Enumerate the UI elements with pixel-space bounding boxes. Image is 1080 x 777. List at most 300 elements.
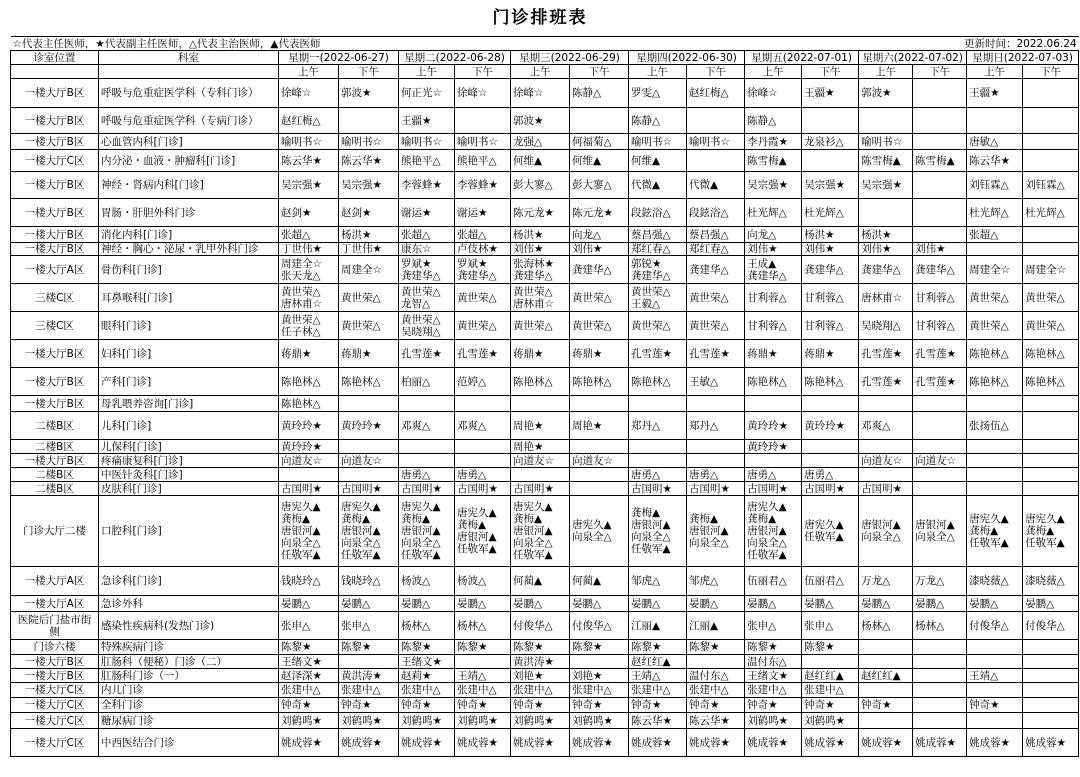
schedule-cell [1023,468,1079,482]
schedule-cell [967,596,1023,612]
doctor-name: 王疆★ [401,114,432,127]
schedule-cell [913,612,967,640]
doctor-name: 龚梅▲ [401,513,431,525]
doctor-name: 唐敏△ [969,135,999,148]
schedule-cell [279,640,339,655]
schedule-cell [570,284,629,312]
doctor-name: 向道友☆ [341,454,382,467]
schedule-cell [913,567,967,596]
doctor-name: 黄玲玲★ [747,419,789,432]
doctor-name: 钟奇★ [747,699,778,711]
schedule-cell [399,256,455,284]
schedule-cell [570,199,629,227]
doctor-name: 向泉全△ [281,537,321,549]
doctor-name: 漆晓薇△ [969,575,1009,587]
schedule-cell [455,496,511,567]
doctor-name: 钟奇★ [401,699,432,711]
schedule-cell [687,440,745,454]
doctor-name: 黄世荣△ [689,319,729,332]
schedule-cell [570,567,629,596]
schedule-cell [339,79,399,108]
table-row [11,713,1079,729]
header-blank [99,65,279,79]
doctor-name: 邹虎△ [631,575,661,587]
schedule-cell [1023,340,1079,368]
legend-row [11,37,1079,51]
schedule-cell [511,227,570,243]
doctor-name: 古国明★ [804,482,846,495]
doctor-name: 钟奇★ [513,699,544,711]
schedule-cell [913,227,967,243]
doctor-name: 张建中△ [281,684,321,696]
doctor-name: 钟奇★ [631,699,662,711]
doctor-name: 黄世荣△ [631,285,671,298]
schedule-cell [511,567,570,596]
department-name: 耳鼻喉科[门诊] [99,284,279,312]
doctor-name: 黄洪涛★ [513,655,554,668]
schedule-cell [859,683,913,698]
doctor-name: 龚梅▲ [513,513,543,525]
schedule-cell [279,729,339,757]
schedule-cell [745,596,802,612]
doctor-name: 龚梅▲ [631,507,661,519]
doctor-name: 向泉全△ [401,537,441,549]
doctor-name: 唐林甫☆ [281,297,322,310]
schedule-cell [511,713,570,729]
schedule-cell [399,683,455,698]
department-name: 内分泌・血液・肿瘤科[门诊] [99,150,279,172]
department-name: 骨伤科[门诊] [99,256,279,284]
schedule-cell [745,655,802,669]
doctor-name: 王毅△ [631,297,661,310]
schedule-cell [511,612,570,640]
schedule-cell [859,669,913,683]
doctor-name: 黄世荣△ [1025,319,1065,332]
schedule-cell [859,256,913,284]
schedule-cell [339,199,399,227]
department-name: 神经・肾病内科[门诊] [99,172,279,199]
doctor-name: 任敬军▲ [969,537,1009,549]
schedule-cell [511,440,570,454]
doctor-name: 陈静△ [747,114,777,127]
schedule-cell [1023,669,1079,683]
schedule-cell [339,108,399,134]
department-name: 急诊科[门诊] [99,567,279,596]
doctor-name: 黄世荣△ [689,291,729,304]
schedule-cell [967,683,1023,698]
schedule-cell [745,669,802,683]
doctor-name: 向泉全△ [915,531,955,543]
room-location: 一楼大厅B区 [11,79,99,108]
schedule-cell [745,312,802,340]
doctor-name: 刘鹤鸣★ [341,714,382,727]
table-row [11,284,1079,312]
doctor-name: 刘钰霖△ [1025,179,1065,191]
schedule-cell [399,199,455,227]
doctor-name: 古国明★ [513,482,554,495]
doctor-name: 唐银河▲ [341,525,381,537]
doctor-name: 任敬军▲ [341,549,381,561]
doctor-name: 陈静△ [572,87,602,99]
schedule-cell [399,172,455,199]
schedule-cell [570,496,629,567]
schedule-cell [455,340,511,368]
doctor-name: 龚梅▲ [281,513,311,525]
doctor-name: 姚成蓉★ [631,736,672,749]
doctor-name: 吴宗强★ [747,179,789,191]
schedule-cell [279,108,339,134]
doctor-name: 唐银河▲ [915,519,955,531]
legend-text: ☆代表主任医师，★代表副主任医师，△代表主治医师，▲代表医师 [11,37,745,51]
schedule-cell [399,729,455,757]
doctor-name: 刘鹤鸣★ [457,714,498,727]
doctor-name: 黄世荣△ [341,291,381,304]
schedule-cell [745,227,802,243]
doctor-name: 刘艳★ [513,669,544,682]
doctor-name: 喻明书☆ [401,135,442,148]
doctor-name: 喻明书☆ [631,135,672,148]
schedule-cell [455,150,511,172]
doctor-name: 丁世伟★ [281,243,322,255]
schedule-cell [859,640,913,655]
schedule-cell [279,669,339,683]
doctor-name: 黄玲玲★ [747,440,789,453]
schedule-cell [339,227,399,243]
schedule-cell [399,698,455,713]
doctor-name: 龚建华△ [631,269,671,282]
schedule-cell [802,227,859,243]
schedule-cell [802,256,859,284]
schedule-cell [687,713,745,729]
schedule-cell [279,468,339,482]
doctor-name: 温付东△ [689,669,729,682]
doctor-name: 钟奇★ [457,699,488,711]
room-location: 三楼C区 [11,284,99,312]
doctor-name: 赵红梅△ [281,114,321,127]
doctor-name: 何维▲ [513,154,543,167]
schedule-cell [1023,496,1079,567]
doctor-name: 徐峰☆ [513,87,544,99]
doctor-name: 晏鹏△ [513,597,543,610]
doctor-name: 何维▲ [572,154,602,167]
doctor-name: 何正光☆ [401,87,442,99]
schedule-cell [802,199,859,227]
doctor-name: 向龙△ [572,228,602,241]
doctor-name: 钟奇★ [969,699,1000,711]
header-pm: 下午 [339,65,399,79]
header-pm: 下午 [687,65,745,79]
doctor-name: 张超△ [281,228,311,241]
doctor-name: 龚梅▲ [969,525,999,537]
schedule-cell [1023,396,1079,412]
doctor-name: 古国明★ [457,482,498,495]
doctor-name: 周建全☆ [969,263,1011,276]
schedule-cell [339,412,399,440]
schedule-cell [339,256,399,284]
schedule-cell [1023,284,1079,312]
schedule-cell [967,640,1023,655]
doctor-name: 孔雪莲★ [861,375,903,388]
doctor-name: 黄世荣△ [401,285,441,298]
doctor-name: 刘艳★ [572,669,603,682]
schedule-cell [967,396,1023,412]
schedule-cell [511,468,570,482]
doctor-name: 晏鹏△ [689,597,719,610]
doctor-name: 赵剑★ [341,206,372,219]
schedule-cell [967,243,1023,256]
doctor-name: 甘利蓉△ [747,291,787,304]
doctor-name: 陈雪梅▲ [861,154,901,167]
schedule-cell [399,368,455,396]
schedule-cell [802,683,859,698]
schedule-cell [1023,729,1079,757]
schedule-cell [339,612,399,640]
schedule-cell [967,412,1023,440]
room-location: 一楼大厅B区 [11,172,99,199]
schedule-cell [913,482,967,496]
doctor-name: 向泉全△ [631,531,671,543]
doctor-name: 姚成蓉★ [747,736,789,749]
doctor-name: 蒋鼎★ [747,347,778,360]
schedule-cell [455,640,511,655]
schedule-cell [279,79,339,108]
schedule-cell [1023,596,1079,612]
schedule-cell [802,713,859,729]
table-row [11,368,1079,396]
schedule-cell [967,669,1023,683]
schedule-cell [570,669,629,683]
table-row [11,698,1079,713]
room-location: 二楼B区 [11,468,99,482]
doctor-name: 陈艳林△ [631,375,671,388]
schedule-cell [279,440,339,454]
schedule-cell [859,612,913,640]
doctor-name: 周建全☆ [1025,263,1067,276]
schedule-cell [859,134,913,150]
department-name: 特殊疾病门诊 [99,640,279,655]
schedule-cell [279,412,339,440]
doctor-name: 孔雪莲★ [457,347,498,360]
schedule-cell [629,567,687,596]
schedule-cell [455,79,511,108]
doctor-name: 唐银河▲ [457,531,497,543]
schedule-cell [399,396,455,412]
update-time: 更新时间：2022.06.24 [745,37,1079,51]
doctor-name: 钱晓玲△ [341,575,381,587]
schedule-cell [570,396,629,412]
schedule-cell [913,396,967,412]
doctor-name: 钟奇★ [281,699,312,711]
department-name: 产科[门诊] [99,368,279,396]
doctor-name: 黄世荣△ [513,319,553,332]
doctor-name: 喻明书☆ [457,135,498,148]
schedule-cell [629,640,687,655]
doctor-name: 伍丽君△ [804,575,844,587]
doctor-name: 黄世荣△ [572,319,612,332]
schedule-cell [629,468,687,482]
schedule-cell [967,227,1023,243]
schedule-cell [802,368,859,396]
schedule-cell [745,340,802,368]
room-location: 一楼大厅B区 [11,368,99,396]
schedule-cell [859,108,913,134]
room-location: 三楼C区 [11,312,99,340]
doctor-name: 陈元龙★ [513,206,554,219]
header-day: 星期一(2022-06-27) [279,51,399,65]
schedule-cell [629,199,687,227]
header-blank [11,65,99,79]
schedule-cell [399,596,455,612]
schedule-cell [687,698,745,713]
doctor-name: 杨洪★ [341,228,372,241]
schedule-cell [802,172,859,199]
doctor-name: 赵红梅△ [689,87,729,99]
schedule-cell [399,567,455,596]
doctor-name: 孔雪莲★ [401,347,442,360]
schedule-cell [570,640,629,655]
room-location: 一楼大厅B区 [11,108,99,134]
schedule-cell [859,496,913,567]
doctor-name: 徐峰☆ [747,87,778,99]
schedule-cell [1023,134,1079,150]
doctor-name: 唐勇△ [457,468,487,481]
schedule-cell [687,256,745,284]
schedule-cell [967,698,1023,713]
schedule-cell [1023,150,1079,172]
doctor-name: 杨波△ [457,575,487,587]
doctor-name: 赵红红▲ [861,669,901,682]
department-name: 急诊外科 [99,596,279,612]
doctor-name: 何蔺▲ [513,575,543,587]
doctor-name: 蒋鼎★ [341,347,372,360]
department-name: 呼吸与危重症医学科（专科门诊） [99,79,279,108]
schedule-cell [399,496,455,567]
header-day: 星期六(2022-07-02) [859,51,967,65]
table-row [11,172,1079,199]
doctor-name: 付俊华△ [969,619,1009,632]
doctor-name: 张超△ [401,228,431,241]
schedule-cell [687,496,745,567]
schedule-cell [511,396,570,412]
schedule-cell [802,567,859,596]
doctor-name: 晏鹏△ [281,597,311,610]
schedule-cell [511,312,570,340]
doctor-name: 王靖△ [457,669,487,682]
doctor-name: 蒋鼎★ [804,347,835,360]
doctor-name: 江丽▲ [631,619,661,632]
doctor-name: 杨林△ [457,619,487,632]
doctor-name: 万龙△ [861,575,891,587]
schedule-cell [399,440,455,454]
schedule-cell [629,412,687,440]
schedule-cell [745,412,802,440]
doctor-name: 黄世荣△ [281,313,321,326]
header-am: 上午 [629,65,687,79]
doctor-name: 康东☆ [401,243,432,255]
schedule-cell [1023,612,1079,640]
doctor-name: 古国明★ [747,482,789,495]
room-location: 一楼大厅B区 [11,243,99,256]
doctor-name: 黄玲玲★ [804,419,846,432]
doctor-name: 喻明书☆ [281,135,322,148]
schedule-cell [1023,655,1079,669]
schedule-cell [511,729,570,757]
doctor-name: 赵剑★ [281,206,312,219]
doctor-name: 古国明★ [861,482,903,495]
schedule-cell [1023,256,1079,284]
schedule-cell [629,150,687,172]
doctor-name: 赵红红▲ [804,669,844,682]
schedule-cell [745,150,802,172]
schedule-cell [745,108,802,134]
doctor-name: 周艳★ [513,440,544,453]
doctor-name: 刘鹤鸣★ [281,714,322,727]
schedule-cell [629,227,687,243]
schedule-cell [339,172,399,199]
schedule-cell [511,79,570,108]
doctor-name: 彭大寥△ [572,179,612,191]
doctor-name: 杜光辉△ [747,206,787,219]
doctor-name: 刘伟★ [915,243,946,255]
doctor-name: 张建中△ [513,684,553,696]
doctor-name: 陈云华★ [631,714,672,727]
schedule-cell [629,729,687,757]
schedule-cell [745,729,802,757]
department-name: 消化内科[门诊] [99,227,279,243]
doctor-name: 唐勇△ [689,468,719,481]
schedule-cell [859,199,913,227]
doctor-name: 晏鹏△ [969,597,999,610]
schedule-cell [570,134,629,150]
schedule-cell [859,412,913,440]
doctor-name: 吴宗强★ [281,179,322,191]
schedule-cell [399,79,455,108]
doctor-name: 刘伟★ [747,243,778,255]
schedule-cell [629,612,687,640]
schedule-cell [399,468,455,482]
schedule-cell [687,612,745,640]
table-row [11,567,1079,596]
schedule-cell [745,640,802,655]
doctor-name: 王疆★ [804,87,835,99]
doctor-name: 卢伎林★ [457,243,498,255]
doctor-name: 吴宗强★ [341,179,382,191]
doctor-name: 钟奇★ [341,699,372,711]
schedule-cell [1023,567,1079,596]
doctor-name: 张申△ [804,619,834,632]
doctor-name: 张海林★ [513,257,554,270]
doctor-name: 甘利蓉△ [915,291,955,304]
table-row [11,468,1079,482]
schedule-cell [913,340,967,368]
schedule-cell [745,482,802,496]
doctor-name: 陈黎★ [457,641,488,653]
room-location: 一楼大厅C区 [11,713,99,729]
doctor-name: 黄世荣△ [969,319,1009,332]
schedule-cell [687,567,745,596]
department-name: 糖尿病门诊 [99,713,279,729]
schedule-cell [339,496,399,567]
doctor-name: 黄世荣△ [281,285,321,298]
department-name: 中西医结合门诊 [99,729,279,757]
schedule-cell [859,440,913,454]
schedule-cell [339,134,399,150]
doctor-name: 陈黎★ [747,641,778,653]
doctor-name: 陈雪梅▲ [915,154,955,167]
doctor-name: 杨林△ [401,619,431,632]
doctor-name: 范婷△ [457,375,487,388]
schedule-cell [279,683,339,698]
